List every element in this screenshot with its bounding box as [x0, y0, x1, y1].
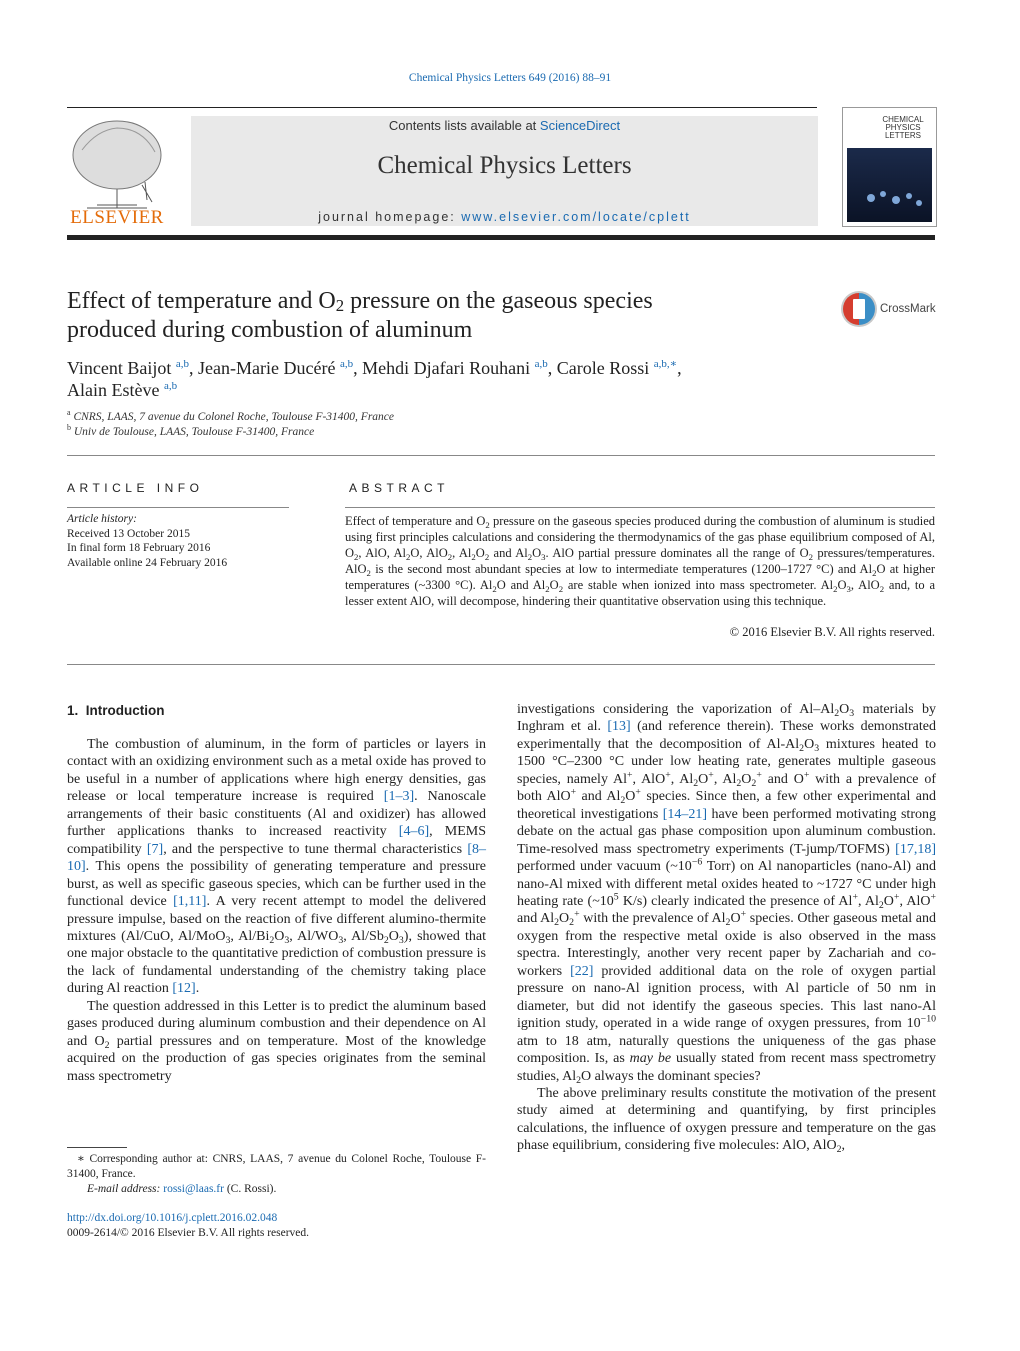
issn-line: 0009-2614/© 2016 Elsevier B.V. All rights reserved.: [67, 1227, 310, 1239]
revised-date: In final form 18 February 2016: [67, 542, 211, 554]
author-list: Vincent Baijot $^{a,b}$, Jean-Marie Ducéré $^{a,b}$, Mehdi Djafari Rouhani $^{a,b}$, Carole Rossi $^{a,b,∗}$, Alain Estève $^{a,b}$: [67, 358, 682, 400]
elsevier-wordmark: ELSEVIER: [70, 207, 164, 228]
author[interactable]: Alain Estève $^{a,b}$: [67, 380, 178, 400]
section-number: 1.: [67, 703, 79, 718]
title-subscript: 2: [335, 296, 345, 315]
paragraph: The question addressed in this Letter is to predict the aluminum based gases produced during aluminum combustion and their dependence on Al and $O_2$ partial pressures and on temperature. Most of the knowledge acquired on the production of gas species originates from the seminal mass spectrometry: [67, 998, 486, 1084]
abstract-bottom-rule: [67, 664, 935, 665]
email-line: [67, 1182, 486, 1197]
header-bottom-rule: [67, 235, 935, 240]
ref-link[interactable]: [13]: [607, 719, 631, 735]
homepage-prefix: journal homepage:: [318, 210, 462, 224]
crossmark-label: CrossMark: [880, 303, 936, 315]
article-title: [67, 287, 787, 345]
ref-link[interactable]: [12]: [172, 981, 196, 997]
title-part1: Effect of temperature and O: [67, 288, 336, 314]
history-label: Article history:: [67, 513, 137, 525]
abstract-heading: ABSTRACT: [349, 481, 450, 495]
ref-link[interactable]: [8–10]: [67, 841, 486, 875]
ref-link[interactable]: [1–3]: [383, 789, 415, 805]
cover-molecule-art: [851, 178, 931, 218]
crossmark-badge[interactable]: [840, 290, 936, 330]
journal-name: Chemical Physics Letters: [377, 152, 632, 179]
affiliation: $^b$ Univ de Toulouse, LAAS, Toulouse F-31400, France: [67, 423, 315, 438]
homepage-link[interactable]: www.elsevier.com/locate/cplett: [461, 210, 691, 224]
contents-prefix: Contents lists available at: [388, 118, 540, 133]
online-date: Available online 24 February 2016: [67, 556, 228, 569]
cover-title-line: LETTERS: [884, 131, 921, 140]
email-suffix: (C. Rossi).: [223, 1183, 277, 1195]
journal-cover-thumbnail: [842, 107, 937, 227]
ref-link[interactable]: [1,11]: [173, 894, 207, 910]
contents-line: [191, 118, 818, 133]
article-history: [67, 512, 297, 570]
abstract-rule: [345, 507, 935, 508]
abstract-text: Effect of temperature and $O_2$ pressure on the gaseous species produced during the combustion of aluminum is studied using first principles calculations and considering the thermodynamics of the gas phase equilibrium composed of Al, $O_2$, AlO, $Al_2O$, AlO$_2$, $Al_2O_2$ and $Al_2O_3$. AlO partial pressure dominates all the range of $O_2$ pressures/temperatures. AlO$_2$ is the second most abundant species at low to intermediate temperatures (1200–1727 °C) and $Al_2O$ at higher temperatures (~3300 °C). $Al_2O$ and $Al_2O_2$ are stable when ionized into mass spectrometer. $Al_2O_3$, AlO$_2$ and, to a lesser extent AlO, will decompose, hindering their quantitative observation using this technique.: [345, 514, 936, 609]
abstract-copyright: © 2016 Elsevier B.V. All rights reserved.: [729, 625, 935, 639]
title-part2: pressure on the gaseous species: [344, 288, 653, 314]
journal-citation[interactable]: Chemical Physics Letters 649 (2016) 88–91: [408, 72, 612, 84]
footnote-rule: [67, 1147, 127, 1148]
footnote: [67, 1152, 486, 1197]
affil-rule: [67, 455, 935, 456]
cover-title-line: PHYSICS: [885, 123, 921, 132]
author[interactable]: Mehdi Djafari Rouhani $^{a,b}$: [362, 358, 548, 378]
cover-title: [873, 116, 933, 140]
paragraph: investigations considering the vaporization of $Al-Al_2O_3$ materials by Inghram et al. [13] (and reference therein). These works demonstrated experimentally that the decomposition of $Al-Al_2O_3$ mixtures heated to 1500 °C–2300 °C under low heating rate, generates multiple gaseous species, namely Al+, AlO+, $Al_2O^+$, $Al_2O_2^+$ and O+ with a prevalence of both AlO+ and $Al_2O^+$ species. Since then, a few other experimental and theoretical investigations [14–21] have been performed motivating strong debate on the actual gas phase composition upon aluminum combustion. Time-resolved mass spectrometry experiments (T-jump/TOFMS) [17,18] performed under vacuum ($\sim 10^{-6}$ Torr) on Al nanoparticles (nano-Al) and nano-Al mixed with different metal oxides heated to ~1727 °C under high heating rate ($\sim 10^5$ K/s) clearly indicated the presence of Al+, $Al_2O^+$, AlO+ and $Al_2O_2^+$ with the prevalence of $Al_2O^+$ species. Other gaseous metal and oxygen from the respective metal oxide is also observed in the mass spectra. Interestingly, another very recent paper by Zachariah and co-workers [22] provided additional data on the role of oxygen partial pressure on nano-Al ignition process, with Al particle of 50 nm in diameter, but did not identify the gaseous species. This last nano-Al ignition study, operated in a wide range of oxygen pressures, from $10^{-10}$ atm to 18 atm, naturally questions the uniqueness of the gas phase composition. Is, as may be usually stated from recent mass spectrometry studies, $Al_2O$ always the dominant species?: [517, 702, 937, 1086]
paragraph: The combustion of aluminum, in the form of particles or layers in contact with an oxidizing environment such as a metal oxide has proved to be useful in a number of applications where high energy densities, gas release or local temperature increase is required [1–3]. Nanoscale arrangements of their basic constituents (Al and oxidizer) has allowed further applications thanks to increased reactivity [4–6], MEMS compatibility [7], and the perspective to tune thermal characteristics [8–10]. This opens the possibility of generating temperature and pressure burst, as well as specific gaseous species, which can be further used in the functional device [1,11]. A very recent attempt to model the delivered pressure impulse, based on the reaction of five different alumino-thermite mixtures (Al/CuO, Al/MoO$_3$, $Al/Bi_2O_3$, $Al/WO_3$, $Al/Sb_2O_3$), showed that one major obstacle to the quantitative prediction of combustion pressure is the lack of fundamental understanding of the chemistry taking place during Al reaction [12].: [67, 737, 487, 997]
author[interactable]: Jean-Marie Ducéré $^{a,b}$: [198, 358, 354, 378]
received-date: Received 13 October 2015: [67, 527, 190, 540]
article-info-rule: [67, 507, 289, 508]
email-link[interactable]: rossi@laas.fr: [163, 1183, 224, 1195]
cover-title-line: CHEMICAL: [882, 115, 924, 124]
journal-homepage: [191, 210, 818, 224]
author[interactable]: Carole Rossi $^{a,b,∗}$: [556, 358, 678, 378]
right-column-body: [517, 701, 936, 1155]
section-title: Introduction: [85, 703, 165, 718]
sciencedirect-link[interactable]: ScienceDirect: [539, 118, 621, 133]
header-top-rule: [67, 107, 817, 108]
affiliation: $^a$ CNRS, LAAS, 7 avenue du Colonel Roche, Toulouse F-31400, France: [67, 408, 395, 423]
ref-link[interactable]: [4–6]: [398, 824, 430, 840]
ref-link[interactable]: [22]: [570, 963, 594, 979]
author[interactable]: Vincent Baijot $^{a,b}$: [67, 358, 190, 378]
email-label: E-mail address:: [87, 1183, 164, 1195]
title-line2: produced during combustion of aluminum: [67, 317, 473, 343]
section-heading: [67, 703, 165, 718]
ref-link[interactable]: [14–21]: [662, 806, 708, 822]
paragraph: The above preliminary results constitute the motivation of the present study aimed at determining and quantifying, by first principles calculations, the influence of oxygen pressure and temperature on the gas phase equilibrium, considering five molecules: AlO, AlO$_2$,: [517, 1085, 936, 1156]
doi-block: [67, 1211, 486, 1241]
corresponding-author-note: ∗ Corresponding author at: CNRS, LAAS, 7 avenue du Colonel Roche, Toulouse F-31400, France.: [67, 1153, 486, 1180]
doi-link[interactable]: http://dx.doi.org/10.1016/j.cplett.2016.02.048: [67, 1212, 278, 1224]
left-column-body: [67, 736, 486, 1085]
crossmark-icon: [840, 290, 878, 328]
ref-link[interactable]: [7]: [146, 841, 164, 857]
ref-link[interactable]: [17,18]: [895, 841, 936, 857]
article-info-heading: ARTICLE INFO: [67, 481, 204, 495]
